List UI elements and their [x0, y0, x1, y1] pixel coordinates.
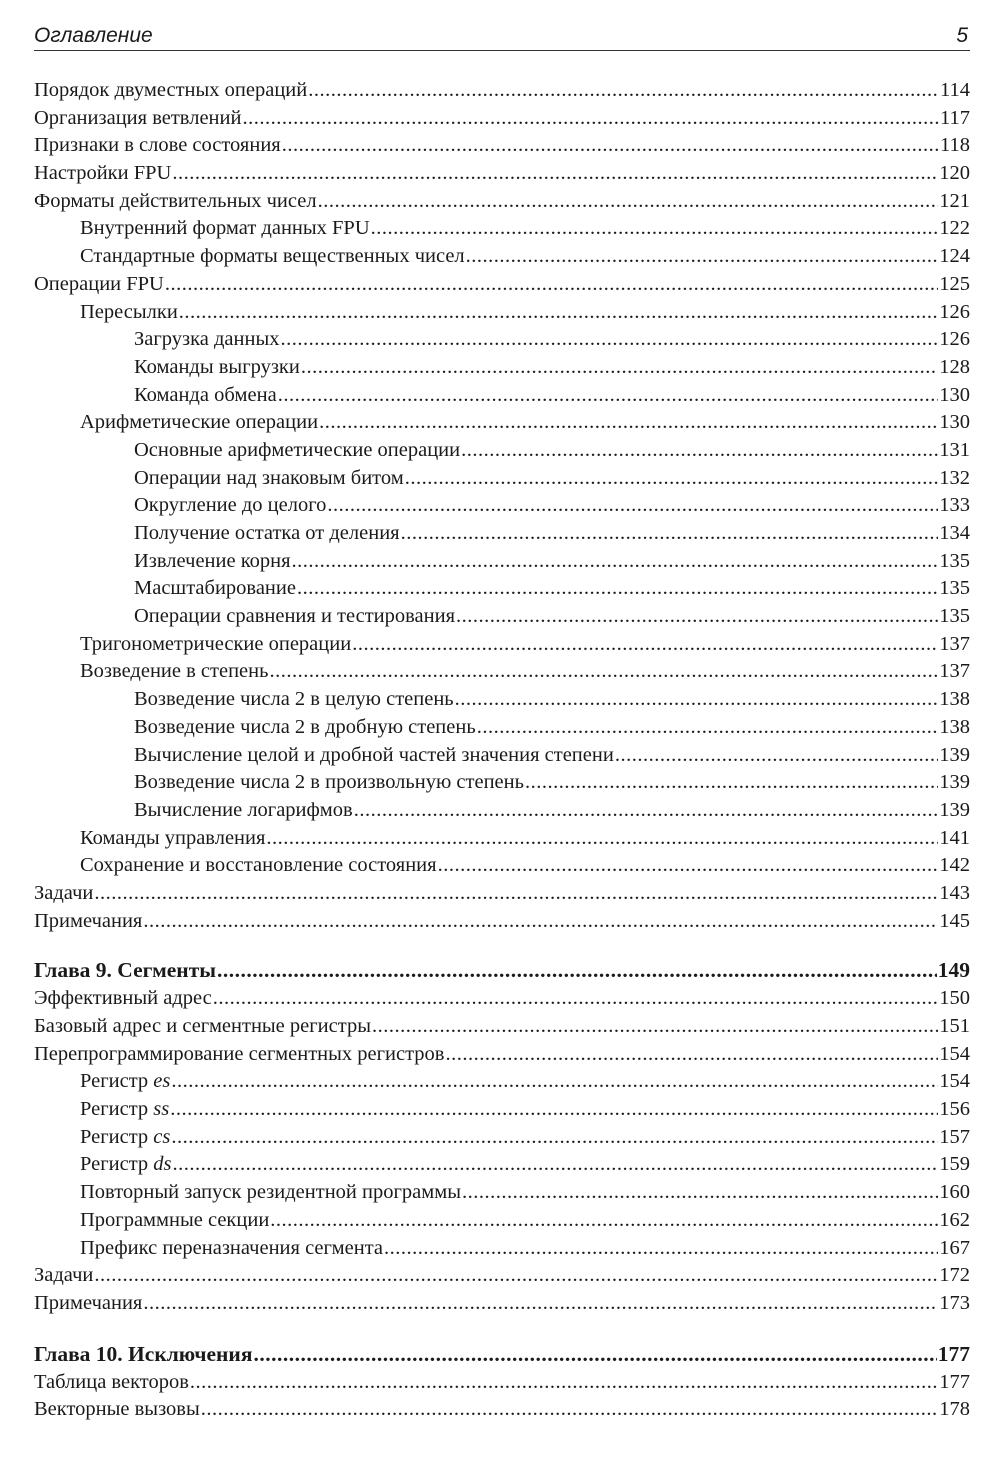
toc-entry-title: Настройки FPU — [34, 162, 172, 185]
dot-leader — [297, 575, 938, 603]
toc-entry[interactable] — [34, 215, 970, 243]
toc-entry[interactable] — [34, 1290, 970, 1318]
toc-entry-title: Возведение в степень — [80, 660, 269, 683]
toc-entry-title: Пересылки — [80, 300, 178, 323]
dot-leader — [327, 492, 938, 520]
toc-entry-title: Возведение числа 2 в целую степень — [134, 688, 454, 711]
dot-leader — [446, 1041, 939, 1069]
dot-leader — [438, 852, 939, 880]
toc-entry-title: Базовый адрес и сегментные регистры — [34, 1015, 371, 1037]
dot-leader — [143, 1290, 938, 1318]
toc-entry-title: Примечания — [34, 1291, 143, 1314]
dot-leader — [352, 631, 938, 659]
dot-leader — [292, 548, 939, 576]
toc-entry-page: 141 — [939, 826, 970, 849]
toc-entry-title: Стандартные форматы вещественных чисел — [80, 245, 465, 268]
dot-leader — [405, 465, 939, 493]
toc-entry-title: Масштабирование — [134, 577, 296, 600]
toc-entry-page: 178 — [939, 1398, 970, 1421]
dot-leader — [270, 1207, 938, 1235]
toc-entry-title: Получение остатка от деления — [134, 522, 400, 544]
toc-entry-page: 132 — [939, 466, 970, 489]
toc-entry[interactable] — [34, 132, 970, 160]
dot-leader — [455, 686, 939, 714]
toc-entry[interactable] — [34, 575, 970, 603]
toc-entry[interactable] — [34, 409, 970, 437]
toc-entry-page: 120 — [939, 162, 970, 185]
dot-leader — [173, 1151, 939, 1179]
toc-entry-title: Векторные вызовы — [34, 1398, 200, 1421]
toc-entry[interactable] — [34, 714, 970, 742]
toc-entry-title — [80, 1096, 169, 1124]
toc-entry[interactable] — [34, 985, 970, 1013]
toc-entry-page: 122 — [939, 217, 970, 240]
toc-entry[interactable] — [34, 1013, 970, 1041]
dot-leader — [165, 271, 938, 299]
dot-leader — [179, 299, 938, 327]
toc-entry-page: 139 — [939, 771, 970, 794]
dot-leader — [372, 1013, 938, 1041]
dot-leader — [170, 1096, 938, 1124]
dot-leader — [213, 985, 939, 1013]
toc-entry[interactable] — [34, 271, 970, 299]
toc-entry[interactable] — [34, 160, 970, 188]
toc-entry[interactable] — [34, 852, 970, 880]
spacer — [34, 1318, 970, 1339]
toc-entry[interactable] — [34, 1096, 970, 1124]
toc-entry[interactable] — [34, 105, 970, 133]
dot-leader — [172, 160, 938, 188]
dot-leader — [171, 1068, 938, 1096]
dot-leader — [217, 955, 937, 985]
dot-leader — [282, 132, 939, 160]
toc-entry-title: Форматы действительных чисел — [34, 189, 317, 212]
toc-entry-page: 142 — [939, 854, 970, 877]
dot-leader — [456, 603, 938, 631]
toc-entry[interactable] — [34, 825, 970, 853]
toc-entry[interactable] — [34, 686, 970, 714]
toc-entry-page: 124 — [939, 245, 970, 268]
toc-entry-title: Основные арифметические операции — [134, 438, 461, 461]
toc-entry-title: Префикс переназначения сегмента — [80, 1236, 384, 1259]
toc-entry[interactable] — [34, 492, 970, 520]
dot-leader — [143, 908, 938, 936]
toc-entry[interactable] — [34, 382, 970, 410]
toc-entry-page: 135 — [939, 549, 970, 572]
toc-entry-title: Загрузка данных — [134, 328, 280, 351]
dot-leader — [94, 1262, 938, 1290]
toc-entry-page: 159 — [939, 1153, 970, 1176]
toc-entry[interactable] — [34, 1124, 970, 1152]
toc-entry-page: 167 — [939, 1236, 970, 1259]
toc-entry-title — [80, 1124, 170, 1152]
dot-leader — [466, 243, 939, 271]
dot-leader — [525, 769, 938, 797]
dot-leader — [462, 1179, 938, 1207]
dot-leader — [201, 1396, 938, 1424]
toc-entry-page: 125 — [939, 272, 970, 295]
toc-entry-page: 157 — [939, 1125, 970, 1148]
toc-entry-title: Признаки в слове состояния — [34, 134, 281, 157]
toc-entry-title: Порядок двуместных операций — [34, 79, 308, 101]
toc-entry-title: Программные секции — [80, 1208, 270, 1231]
toc-entry-page: 138 — [939, 688, 970, 711]
toc-entry[interactable] — [34, 1151, 970, 1179]
dot-leader — [278, 382, 939, 410]
toc-entry[interactable] — [34, 77, 970, 105]
toc-entry-title-text: Регистр — [80, 1153, 154, 1176]
toc-entry-page: 130 — [939, 411, 970, 434]
toc-entry-page: 139 — [939, 798, 970, 821]
toc-entry-page: 134 — [939, 522, 970, 544]
toc-entry-title: Операции над знаковым битом — [134, 466, 404, 489]
register-name: ss — [153, 1098, 170, 1121]
dot-leader — [461, 437, 938, 465]
toc-entry-title-text: Регистр — [80, 1098, 154, 1121]
spacer — [34, 935, 970, 955]
running-header-title: Оглавление — [34, 24, 153, 47]
toc-entry-title-text: Регистр — [80, 1070, 154, 1093]
toc-entry[interactable] — [34, 520, 970, 548]
toc-entry[interactable] — [34, 1207, 970, 1235]
toc-entry-page: 135 — [939, 577, 970, 600]
toc-entry[interactable] — [34, 797, 970, 825]
toc-entry-title: Команда обмена — [134, 383, 277, 406]
toc-entry[interactable] — [34, 1068, 970, 1096]
toc-entry-page: 160 — [939, 1181, 970, 1204]
toc-entry-page: 126 — [939, 328, 970, 351]
toc-entry-page: 139 — [939, 743, 970, 766]
toc-entry-title: Вычисление логарифмов — [134, 798, 353, 821]
toc-entry-page: 143 — [939, 881, 970, 904]
toc-entry-title: Округление до целого — [134, 494, 327, 517]
toc-entry-title: Сохранение и восстановление состояния — [80, 854, 437, 877]
toc-chapter-page: 177 — [937, 1341, 970, 1366]
toc-entry-title: Операции FPU — [34, 272, 164, 295]
toc-entry[interactable] — [34, 658, 970, 686]
toc-entry[interactable] — [34, 243, 970, 271]
toc-entry[interactable] — [34, 742, 970, 770]
toc-chapter-9[interactable] — [34, 955, 970, 985]
toc-entry-title: Арифметические операции — [80, 411, 319, 434]
toc-entry-title: Команды выгрузки — [134, 355, 300, 378]
toc-entry-page: 172 — [939, 1264, 970, 1287]
dot-leader — [308, 77, 939, 105]
toc-entry[interactable] — [34, 465, 970, 493]
toc-entry-title: Задачи — [34, 1264, 94, 1287]
toc-entry[interactable] — [34, 188, 970, 216]
register-name: cs — [153, 1125, 171, 1148]
toc-chapter-title: Глава 10. Исключения — [34, 1341, 253, 1366]
toc-entry[interactable] — [34, 1235, 970, 1263]
toc-entry[interactable] — [34, 437, 970, 465]
toc-entry[interactable] — [34, 548, 970, 576]
toc-entry[interactable] — [34, 1041, 970, 1069]
toc-entry[interactable] — [34, 769, 970, 797]
toc-entry-title: Извлечение корня — [134, 549, 291, 572]
toc-entry-title: Повторный запуск резидентной программы — [80, 1181, 461, 1204]
toc-entry[interactable] — [34, 603, 970, 631]
toc-entry-title: Перепрограммирование сегментных регистров — [34, 1042, 445, 1065]
toc-entry[interactable] — [34, 631, 970, 659]
toc-entry-title: Таблица векторов — [34, 1370, 189, 1393]
toc-entry-title: Эффективный адрес — [34, 987, 212, 1010]
toc-entry-page: 121 — [939, 189, 970, 212]
toc-entry[interactable] — [34, 326, 970, 354]
toc-entry[interactable] — [34, 1262, 970, 1290]
dot-leader — [371, 215, 939, 243]
toc-entry-title: Организация ветвлений — [34, 106, 242, 129]
toc-entry-title: Вычисление целой и дробной частей значения степени — [134, 743, 614, 766]
toc-entry-title-text: Регистр — [80, 1125, 154, 1148]
dot-leader — [319, 409, 938, 437]
toc-chapter-page: 149 — [937, 958, 970, 983]
toc-entry-page: 173 — [939, 1291, 970, 1314]
toc-entry-page: 130 — [939, 383, 970, 406]
dot-leader — [615, 742, 938, 770]
toc-entry-page: 137 — [939, 632, 970, 655]
toc-entry-page: 118 — [940, 134, 970, 157]
dot-leader — [401, 520, 939, 548]
toc-entry-page: 133 — [939, 494, 970, 517]
dot-leader — [266, 825, 938, 853]
toc-entry-page: 114 — [940, 79, 970, 101]
toc-entry-page: 177 — [939, 1370, 970, 1393]
toc-entry[interactable] — [34, 1179, 970, 1207]
toc-entry-page: 128 — [939, 355, 970, 378]
page-number: 5 — [956, 24, 968, 47]
toc-entry[interactable] — [34, 299, 970, 327]
toc-entry-page: 150 — [939, 987, 970, 1010]
toc-entry-page: 137 — [939, 660, 970, 683]
toc-entry-title: Задачи — [34, 881, 94, 904]
dot-leader — [242, 105, 939, 133]
toc-entry-title: Команды управления — [80, 826, 266, 849]
table-of-contents — [34, 77, 970, 1424]
toc-entry-page: 126 — [939, 300, 970, 323]
toc-entry[interactable] — [34, 880, 970, 908]
toc-entry-title — [80, 1151, 172, 1179]
toc-entry-title: Внутренний формат данных FPU — [80, 217, 370, 240]
toc-entry-title: Примечания — [34, 909, 143, 932]
toc-entry-page: 117 — [940, 106, 970, 129]
toc-entry-title: Возведение числа 2 в произвольную степень — [134, 771, 524, 794]
toc-entry-page: 156 — [939, 1098, 970, 1121]
toc-entry-page: 154 — [939, 1070, 970, 1093]
toc-entry[interactable] — [34, 1396, 970, 1424]
register-name: es — [153, 1070, 171, 1093]
toc-entry-page: 151 — [939, 1015, 970, 1037]
toc-entry[interactable] — [34, 908, 970, 936]
toc-entry-page: 131 — [939, 438, 970, 461]
dot-leader — [253, 1339, 936, 1369]
toc-entry-title — [80, 1068, 170, 1096]
toc-entry-page: 135 — [939, 605, 970, 628]
toc-entry-page: 154 — [939, 1042, 970, 1065]
dot-leader — [171, 1124, 938, 1152]
toc-entry-page: 138 — [939, 715, 970, 738]
dot-leader — [477, 714, 939, 742]
dot-leader — [94, 880, 938, 908]
dot-leader — [269, 658, 938, 686]
toc-entry-title: Операции сравнения и тестирования — [134, 605, 456, 628]
toc-entry-title: Тригонометрические операции — [80, 632, 352, 655]
toc-entry-title: Возведение числа 2 в дробную степень — [134, 715, 476, 738]
dot-leader — [301, 354, 938, 382]
toc-entry-page: 145 — [939, 909, 970, 932]
dot-leader — [354, 797, 939, 825]
dot-leader — [190, 1369, 938, 1397]
toc-entry[interactable] — [34, 354, 970, 382]
dot-leader — [384, 1235, 938, 1263]
toc-entry[interactable] — [34, 1369, 970, 1397]
toc-chapter-title: Глава 9. Сегменты — [34, 958, 217, 983]
dot-leader — [318, 188, 939, 216]
register-name: ds — [153, 1153, 172, 1176]
running-header — [34, 22, 970, 51]
toc-chapter-10[interactable] — [34, 1339, 970, 1369]
dot-leader — [280, 326, 938, 354]
toc-entry-page: 162 — [939, 1208, 970, 1231]
